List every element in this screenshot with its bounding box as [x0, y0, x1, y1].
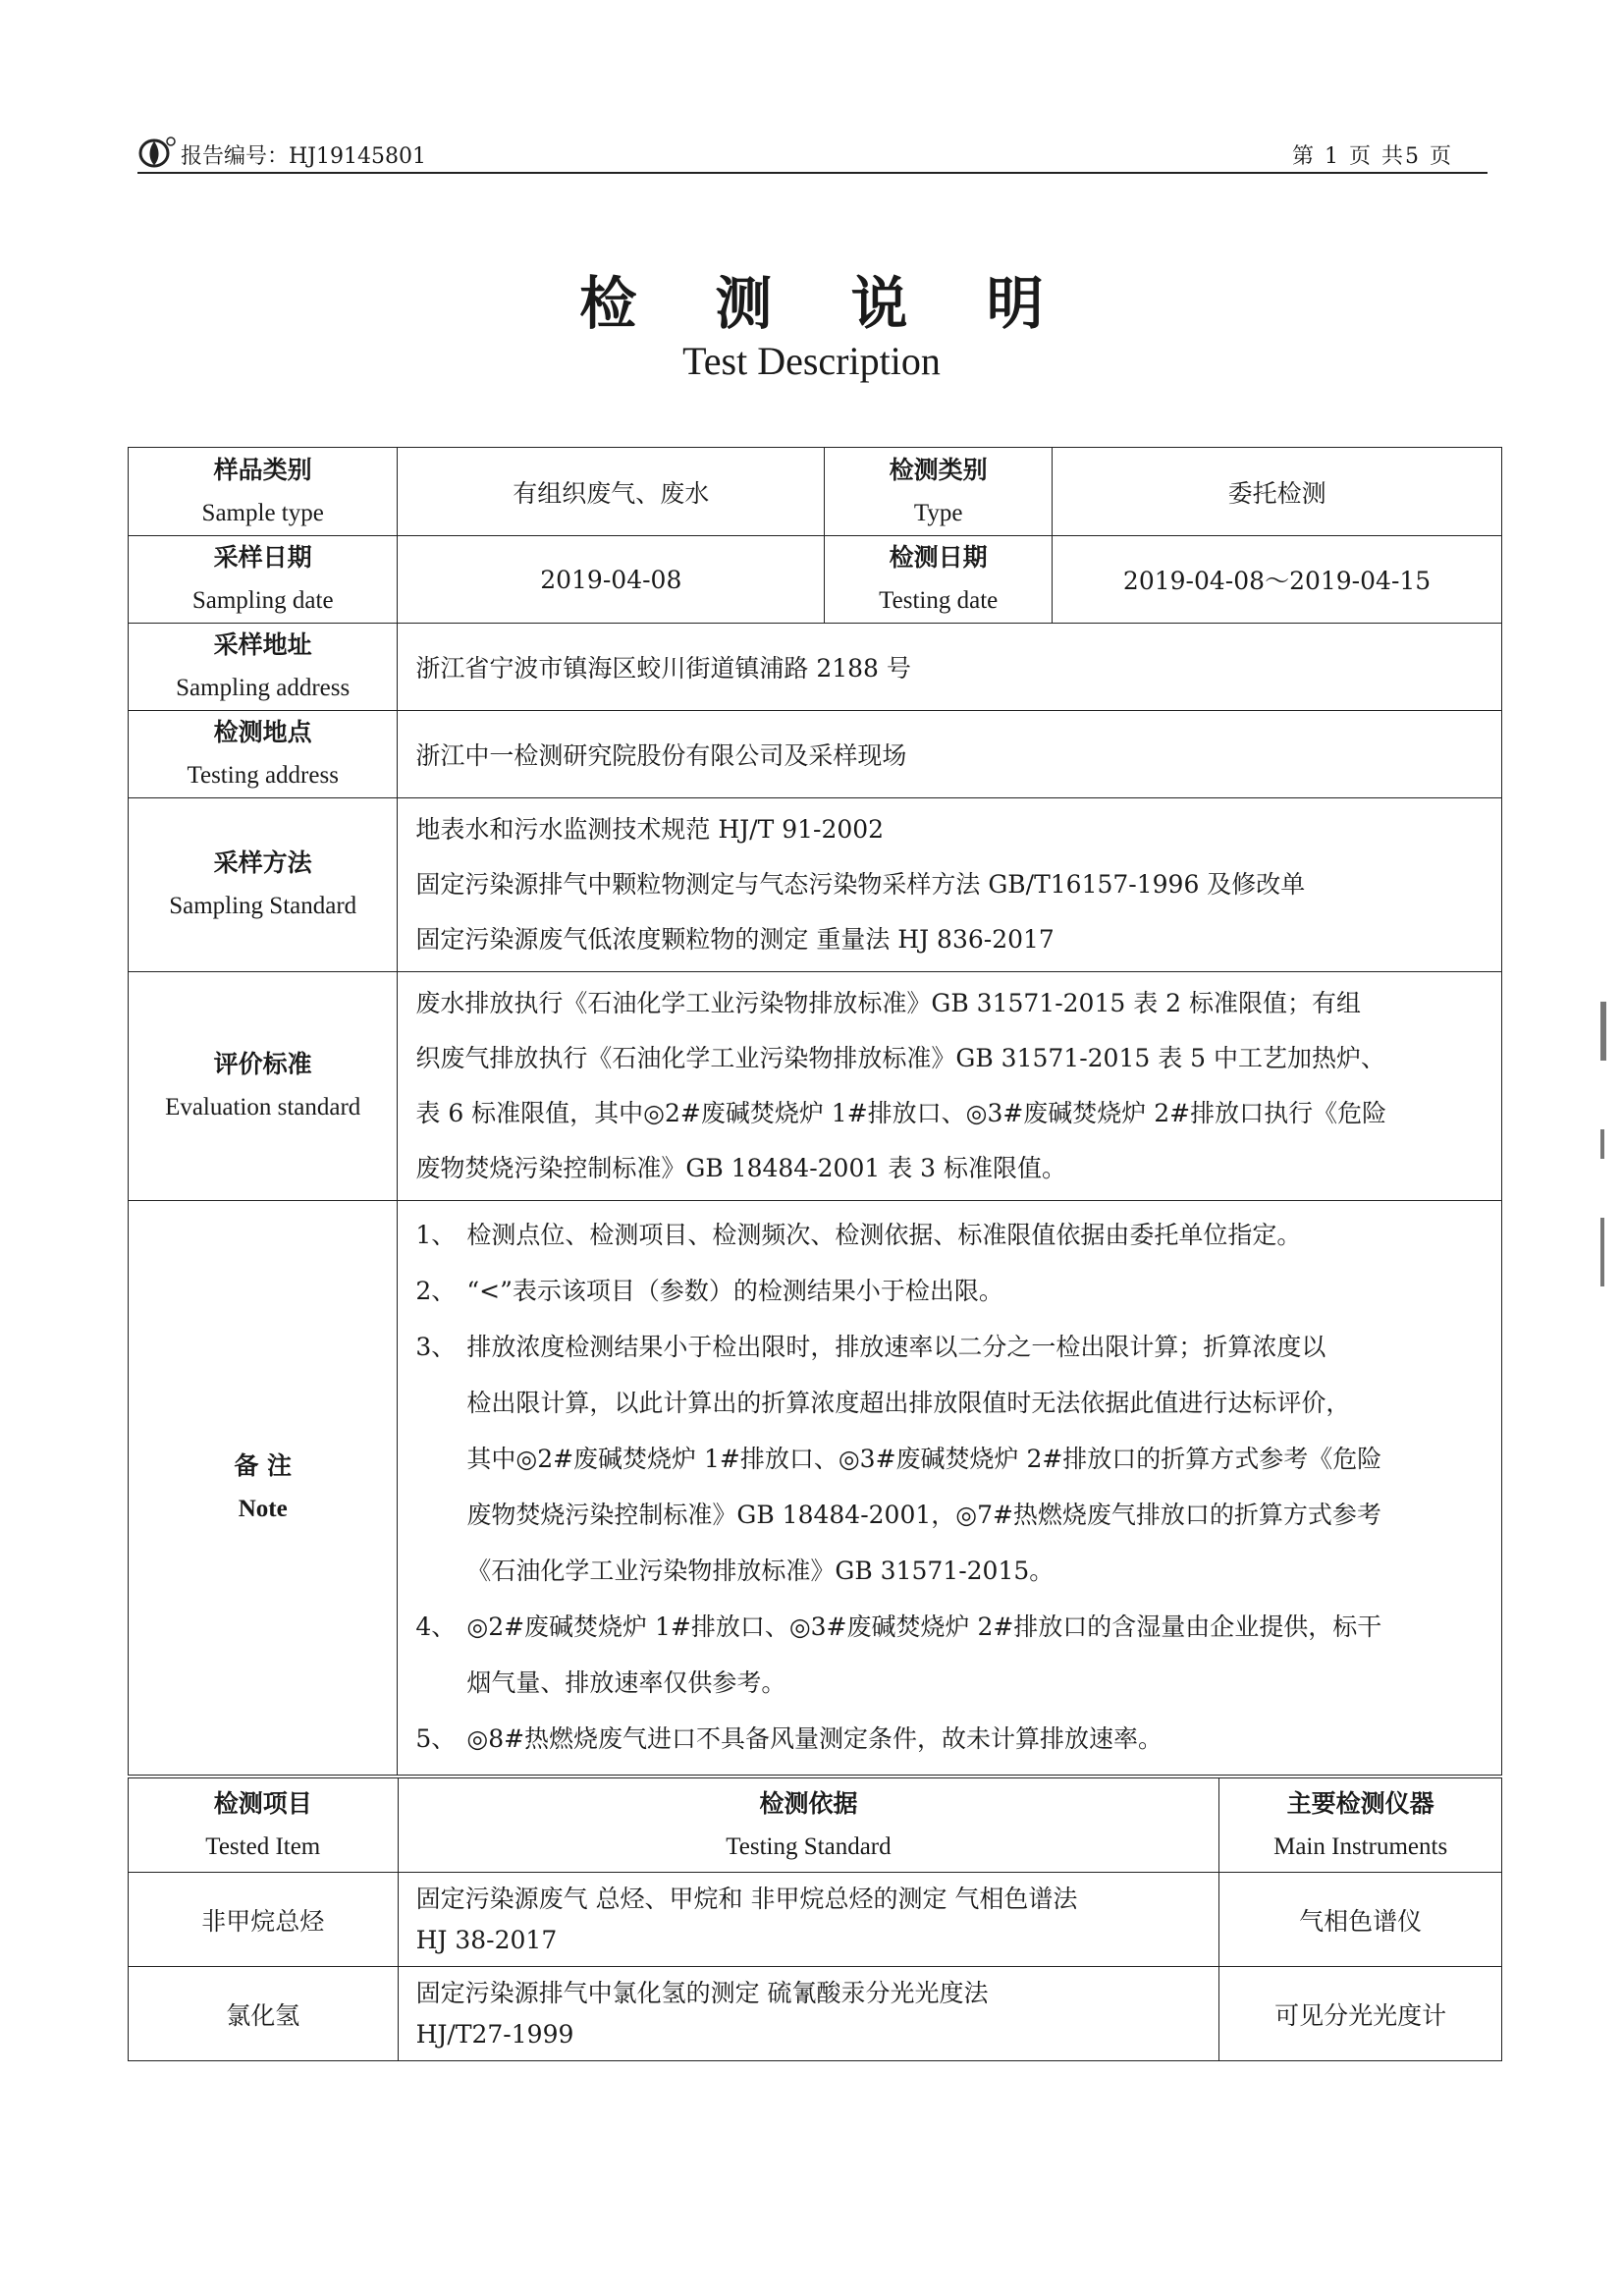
label-cn: 检测项目	[213, 1788, 312, 1818]
text-line: 检测点位、检测项目、检测频次、检测依据、标准限值依据由委托单位指定。	[466, 1221, 1302, 1249]
label-cn: 检测类别	[889, 455, 988, 484]
list-item	[415, 1319, 1488, 1599]
text-line: 废物焚烧污染控制标准》GB 18484-2001，◎7#热燃烧废气排放口的折算方式参考	[466, 1501, 1381, 1529]
company-logo-icon	[137, 136, 177, 169]
label-cn: 备 注	[234, 1451, 293, 1480]
note-label	[129, 1201, 398, 1776]
label-en: Testing address	[187, 762, 339, 789]
table-row	[129, 624, 1502, 711]
margin-scan-mark	[1600, 1129, 1604, 1159]
test-info-table	[128, 447, 1502, 1776]
list-item	[415, 1207, 1488, 1263]
type-label	[825, 448, 1053, 536]
evaluation-standard-label	[129, 972, 398, 1201]
label-en: Type	[913, 499, 963, 526]
label-en: Note	[238, 1496, 288, 1522]
text-line: 固定污染源废气低浓度颗粒物的测定 重量法 HJ 836-2017	[415, 925, 1055, 954]
item-number: 4、	[415, 1613, 457, 1641]
text-line: ◎8#热燃烧废气进口不具备风量测定条件，故未计算排放速率。	[466, 1724, 1163, 1753]
table-row	[129, 711, 1502, 798]
text-line: 固定污染源排气中氯化氢的测定 硫氰酸汞分光光度法	[415, 1978, 989, 2007]
text-line: 烟气量、排放速率仅供参考。	[466, 1668, 786, 1697]
item-number: 5、	[415, 1724, 457, 1753]
sampling-standard-value	[398, 798, 1502, 972]
sampling-address-label	[129, 624, 398, 711]
label-cn: 检测日期	[889, 543, 988, 572]
column-header-instrument	[1219, 1778, 1502, 1873]
margin-scan-mark	[1600, 1218, 1604, 1286]
table-row	[129, 798, 1502, 972]
testing-standard-cell	[398, 1967, 1219, 2061]
list-item	[415, 1599, 1488, 1711]
label-en: Sampling date	[191, 587, 334, 614]
table-row	[129, 1873, 1502, 1967]
label-en: Testing Standard	[726, 1832, 892, 1860]
testing-address-value: 浙江中一检测研究院股份有限公司及采样现场	[398, 711, 1502, 798]
tested-item-cell: 氯化氢	[129, 1967, 399, 2061]
label-en: Sampling address	[176, 675, 351, 701]
sampling-address-value: 浙江省宁波市镇海区蛟川街道镇浦路 2188 号	[398, 624, 1502, 711]
label-en: Tested Item	[205, 1832, 321, 1860]
instrument-cell: 气相色谱仪	[1219, 1873, 1502, 1967]
testing-date-label	[825, 536, 1053, 624]
label-cn: 检测地点	[213, 718, 312, 746]
instrument-cell: 可见分光光度计	[1219, 1967, 1502, 2061]
column-header-item	[129, 1778, 399, 1873]
table-row	[129, 1967, 1502, 2061]
text-line: 检出限计算，以此计算出的折算浓度超出排放限值时无法依据此值进行达标评价，	[466, 1389, 1351, 1417]
list-item	[415, 1263, 1488, 1319]
testing-address-label	[129, 711, 398, 798]
page-title: 检 测 说 明	[579, 270, 1073, 337]
item-number: 2、	[415, 1277, 457, 1305]
margin-scan-mark	[1600, 1002, 1606, 1061]
table-row	[129, 536, 1502, 624]
item-number: 3、	[415, 1333, 457, 1361]
text-line: 其中◎2#废碱焚烧炉 1#排放口、◎3#废碱焚烧炉 2#排放口的折算方式参考《危险	[466, 1445, 1382, 1473]
text-line: HJ/T27-1999	[415, 2019, 574, 2049]
label-cn: 检测依据	[759, 1788, 858, 1818]
sampling-standard-label	[129, 798, 398, 972]
label-cn: 采样日期	[213, 543, 312, 572]
test-methods-table	[128, 1777, 1502, 2061]
label-cn: 采样地址	[213, 630, 312, 659]
label-en: Sample type	[201, 499, 324, 526]
tested-item-cell: 非甲烷总烃	[129, 1873, 399, 1967]
text-line: 《石油化学工业污染物排放标准》GB 31571-2015。	[466, 1557, 1055, 1585]
list-item	[415, 1711, 1488, 1767]
label-en: Testing date	[879, 587, 999, 614]
sample-type-label	[129, 448, 398, 536]
text-line: 织废气排放执行《石油化学工业污染物排放标准》GB 31571-2015 表 5 中工艺加热炉、	[415, 1044, 1386, 1072]
page-subtitle: Test Description	[682, 339, 941, 383]
table-row	[129, 972, 1502, 1201]
text-line: HJ 38-2017	[415, 1925, 558, 1954]
type-value: 委托检测	[1053, 448, 1502, 536]
column-header-standard	[398, 1778, 1219, 1873]
label-cn: 采样方法	[213, 848, 312, 877]
testing-standard-cell	[398, 1873, 1219, 1967]
text-line: 排放浓度检测结果小于检出限时，排放速率以二分之一检出限计算；折算浓度以	[466, 1333, 1326, 1361]
report-number: 报告编号：HJ19145801	[181, 144, 426, 169]
testing-date-value: 2019-04-08～2019-04-15	[1053, 536, 1502, 624]
sampling-date-label	[129, 536, 398, 624]
note-list	[398, 1201, 1502, 1776]
text-line: ◎2#废碱焚烧炉 1#排放口、◎3#废碱焚烧炉 2#排放口的含湿量由企业提供，标干	[466, 1613, 1382, 1641]
text-line: 地表水和污水监测技术规范 HJ/T 91-2002	[415, 815, 885, 844]
sample-type-value: 有组织废气、废水	[398, 448, 825, 536]
label-cn: 主要检测仪器	[1286, 1788, 1434, 1818]
evaluation-standard-value	[398, 972, 1502, 1201]
page-indicator: 第 1 页 共5 页	[1292, 144, 1453, 169]
table-row	[129, 1201, 1502, 1776]
label-cn: 评价标准	[213, 1050, 312, 1078]
sampling-date-value: 2019-04-08	[398, 536, 825, 624]
label-en: Main Instruments	[1273, 1832, 1448, 1860]
text-line: “<”表示该项目（参数）的检测结果小于检出限。	[466, 1277, 1003, 1305]
table-header-row	[129, 1778, 1502, 1873]
header-divider	[137, 172, 1488, 174]
label-en: Sampling Standard	[169, 893, 357, 919]
table-row	[129, 448, 1502, 536]
label-cn: 样品类别	[213, 455, 312, 484]
report-header	[137, 136, 1488, 169]
item-number: 1、	[415, 1221, 457, 1249]
text-line: 固定污染源排气中颗粒物测定与气态污染物采样方法 GB/T16157-1996 及修改单	[415, 870, 1306, 899]
text-line: 废物焚烧污染控制标准》GB 18484-2001 表 3 标准限值。	[415, 1154, 1067, 1182]
text-line: 表 6 标准限值，其中◎2#废碱焚烧炉 1#排放口、◎3#废碱焚烧炉 2#排放口执行《危险	[415, 1099, 1387, 1127]
label-en: Evaluation standard	[165, 1094, 361, 1121]
text-line: 废水排放执行《石油化学工业污染物排放标准》GB 31571-2015 表 2 标准限值；有组	[415, 989, 1362, 1017]
text-line: 固定污染源废气 总烃、甲烷和 非甲烷总烃的测定 气相色谱法	[415, 1884, 1078, 1913]
